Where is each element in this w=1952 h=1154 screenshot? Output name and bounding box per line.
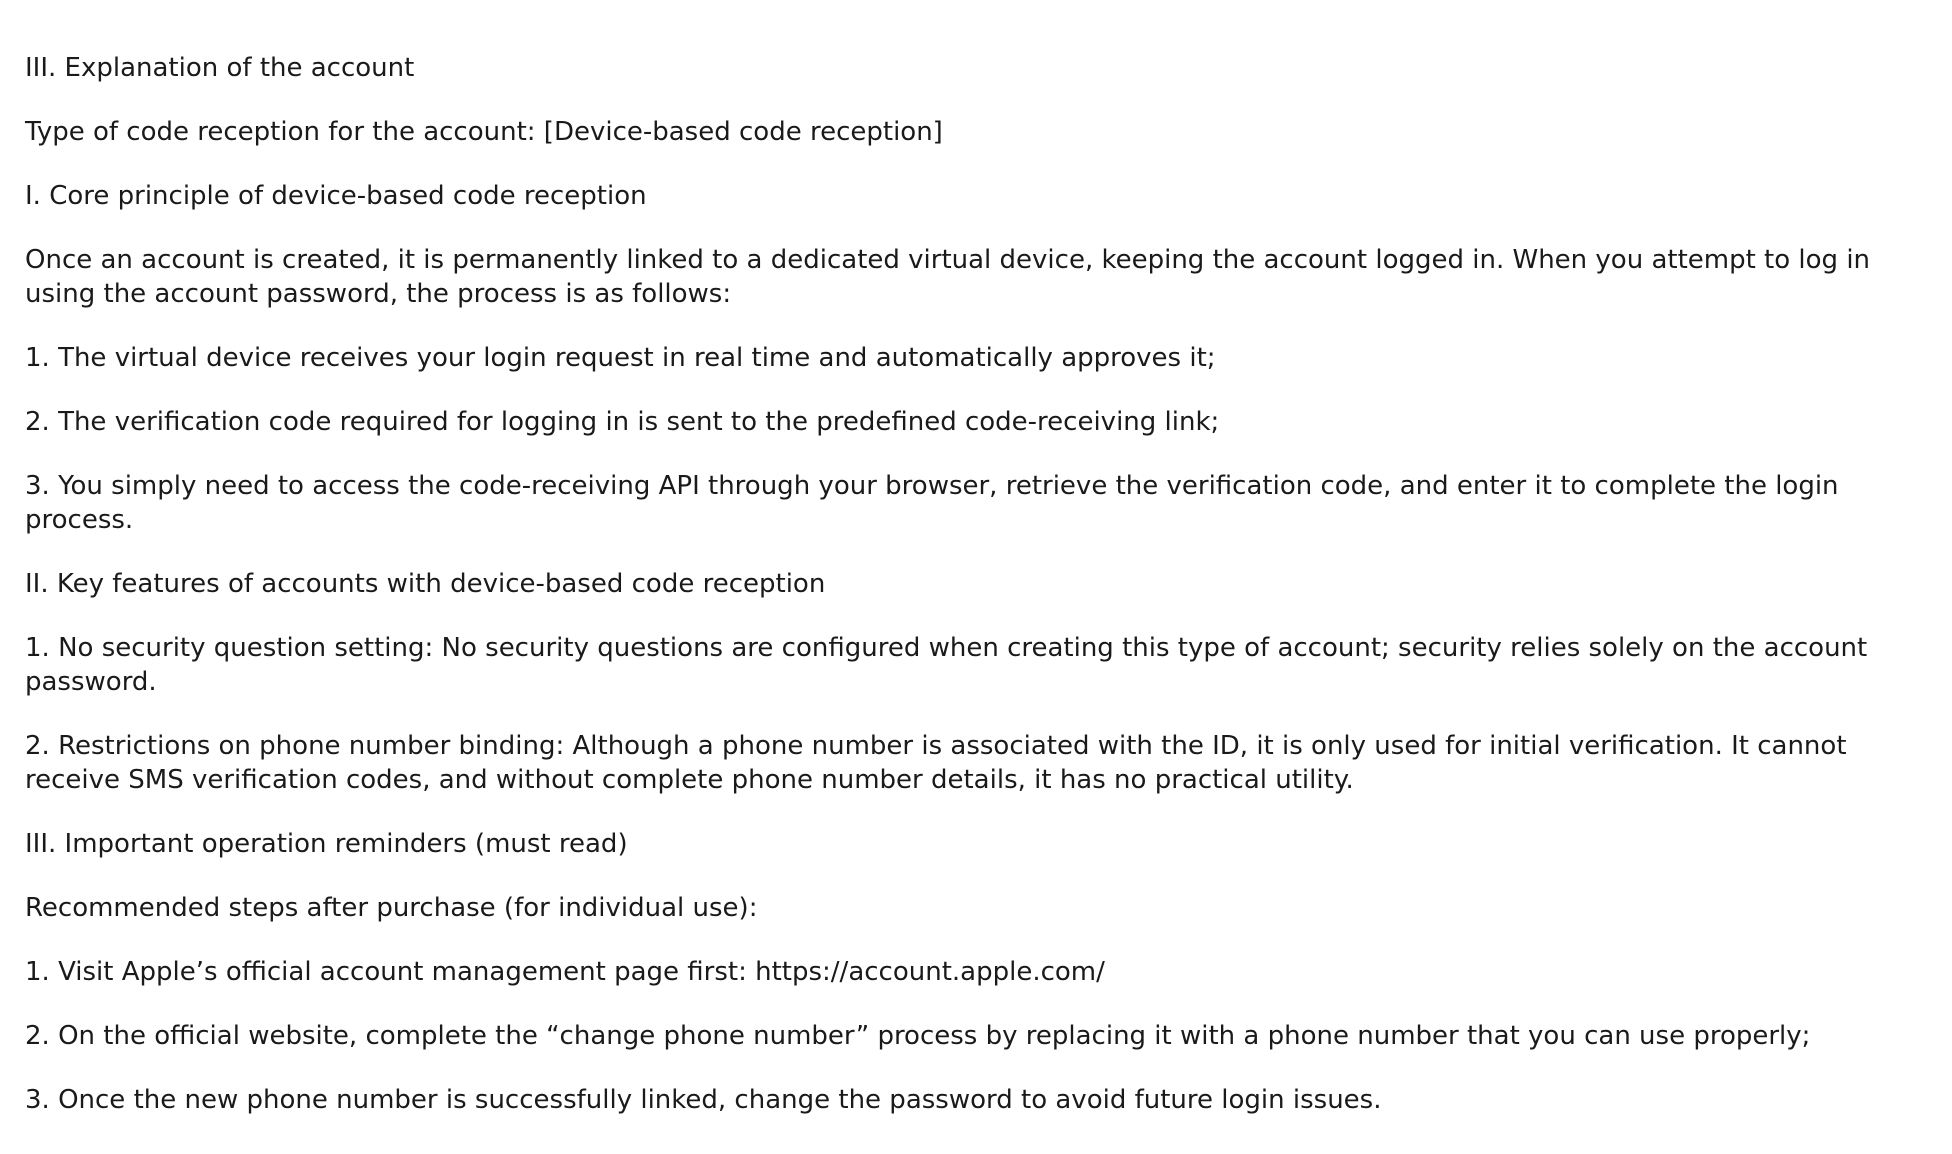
section-heading-account-explanation: III. Explanation of the account — [25, 53, 415, 83]
reminder-step-3: 3. Once the new phone number is successfully linked, change the password to avoid future login issues. — [25, 1085, 1382, 1115]
core-principle-text: Once an account is created, it is permanently linked to a dedicated virtual device, keeping the account logged in. When you attempt to log in using the account password, the process is as follows: — [25, 245, 1871, 309]
section-heading-key-features: II. Key features of accounts with device-based code reception — [25, 569, 826, 599]
feature-1: 1. No security question setting: No security questions are configured when creating this type of account; security relies solely on the account password. — [25, 633, 1868, 697]
section-heading-core-principle: I. Core principle of device-based code reception — [25, 181, 647, 211]
code-reception-type: Type of code reception for the account: [Device-based code reception] — [25, 117, 943, 147]
principle-step-1: 1. The virtual device receives your login request in real time and automatically approves it; — [25, 343, 1216, 373]
principle-step-2: 2. The verification code required for logging in is sent to the predefined code-receiving link; — [25, 407, 1220, 437]
recommended-steps-intro: Recommended steps after purchase (for individual use): — [25, 893, 758, 923]
document-body — [25, 51, 1935, 1147]
reminder-step-1: 1. Visit Apple’s official account management page first: https://account.apple.com/ — [25, 957, 1105, 987]
principle-step-3: 3. You simply need to access the code-receiving API through your browser, retrieve the verification code, and enter it to complete the login process. — [25, 471, 1839, 535]
section-heading-reminders: III. Important operation reminders (must read) — [25, 829, 628, 859]
reminder-step-2: 2. On the official website, complete the “change phone number” process by replacing it with a phone number that you can use properly; — [25, 1021, 1811, 1051]
feature-2: 2. Restrictions on phone number binding: Although a phone number is associated with the ID, it is only used for initial verification. It cannot receive SMS verification codes, and without complete phone number details, it has no practical utility. — [25, 731, 1847, 795]
